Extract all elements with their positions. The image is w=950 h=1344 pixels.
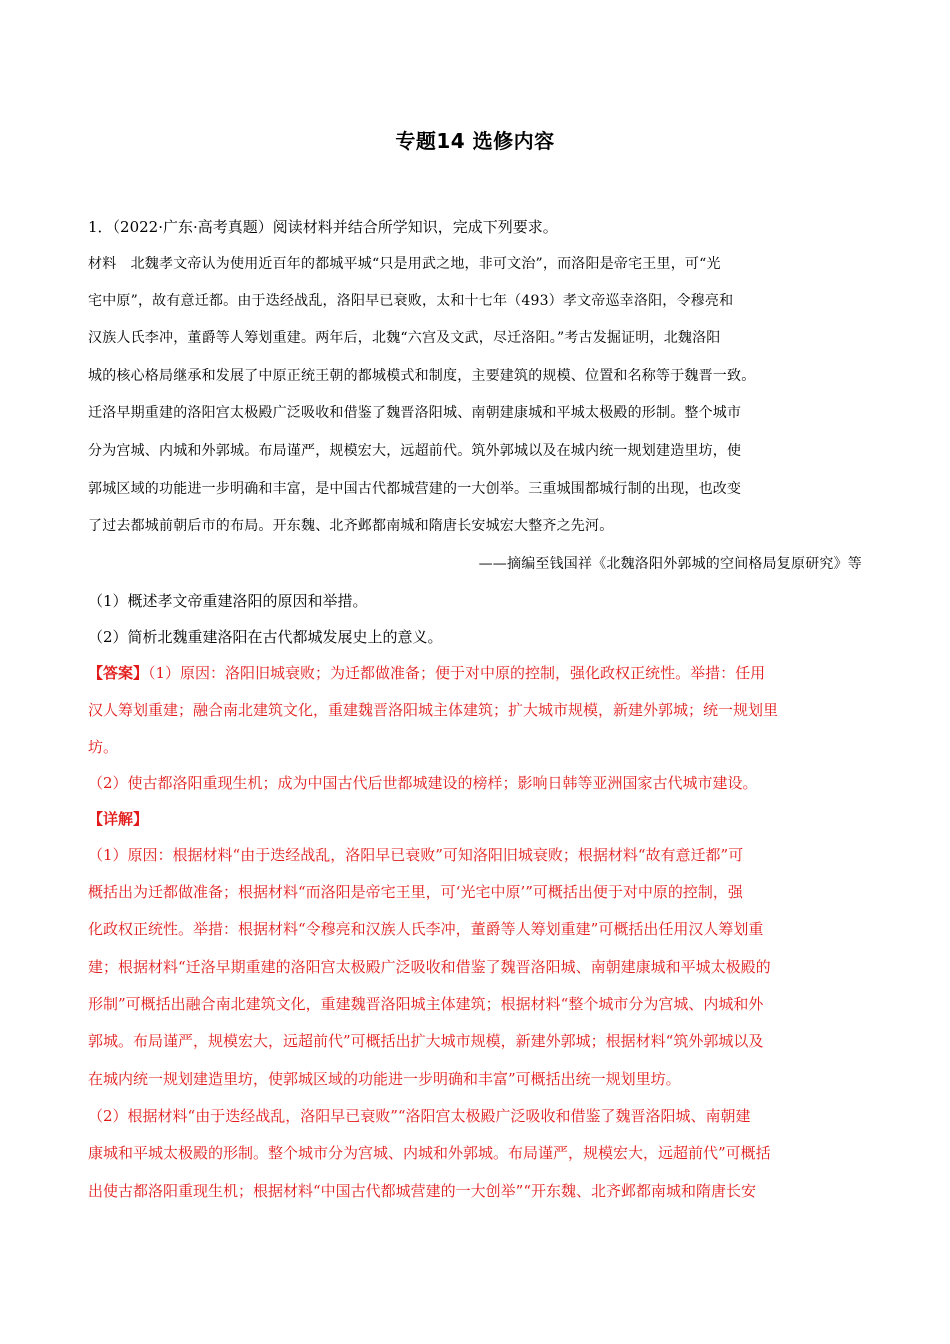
page-title: 专题14 选修内容 <box>395 129 555 153</box>
material-source: ——摘编至钱国祥《北魏洛阳外郭城的空间格局复原研究》等 <box>478 556 862 572</box>
explanation-text: 化政权正统性。举措：根据材料“令穆亮和汉族人氏李冲，董爵等人筹划重建”可概括出任用汉人筹划重 <box>88 920 764 938</box>
answer-label: 【答案】 <box>88 664 149 682</box>
explanation-text: （2）根据材料“由于迭经战乱，洛阳早已衰败”“洛阳宫太极殿广泛吸收和借鉴了魏晋洛阳城、南朝建 <box>88 1107 751 1125</box>
answer-part-2: （2）使古都洛阳重现生机；成为中国古代后世都城建设的榜样；影响日韩等亚洲国家古代城市建设。 <box>88 774 758 792</box>
answer-text: 坊。 <box>88 738 119 756</box>
question-stem: 1．（2022·广东·高考真题）阅读材料并结合所学知识，完成下列要求。 <box>88 218 558 236</box>
material-line: 城的核心格局继承和发展了中原正统王朝的都城模式和制度，主要建筑的规模、位置和名称等于魏晋一致。 <box>88 368 756 384</box>
material-line: 了过去都城前朝后市的布局。开东魏、北齐邺都南城和隋唐长安城宏大整齐之先河。 <box>88 518 614 534</box>
explanation-text: 康城和平城太极殿的形制。整个城市分为宫城、内城和外郭城。布局谨严，规模宏大，远超前代”可概括 <box>88 1144 771 1162</box>
material-line: 迁洛早期重建的洛阳宫太极殿广泛吸收和借鉴了魏晋洛阳城、南朝建康城和平城太极殿的形制。整个城市 <box>88 405 742 421</box>
explanation-text: 建；根据材料“迁洛早期重建的洛阳宫太极殿广泛吸收和借鉴了魏晋洛阳城、南朝建康城和平城太极殿的 <box>88 958 771 976</box>
sub-question-2: （2）简析北魏重建洛阳在古代都城发展史上的意义。 <box>88 628 443 646</box>
material-line: 郭城区域的功能进一步明确和丰富，是中国古代都城营建的一大创举。三重城围都城行制的出现，也改变 <box>88 481 742 497</box>
explanation-text: 概括出为迁都做准备；根据材料“而洛阳是帝宅王里，可‘光宅中原’”可概括出便于对中原的控制，强 <box>88 883 743 901</box>
explanation-text: 出使古都洛阳重现生机；根据材料“中国古代都城营建的一大创举”“开东魏、北齐邺都南城和隋唐长安 <box>88 1182 757 1200</box>
explanation-label: 【详解】 <box>88 810 149 828</box>
material-line: 材料 北魏孝文帝认为使用近百年的都城平城“只是用武之地，非可文治”，而洛阳是帝宅王里，可“光 <box>88 256 721 272</box>
answer-text: 汉人筹划重建；融合南北建筑文化，重建魏晋洛阳城主体建筑；扩大城市规模，新建外郭城；统一规划里 <box>88 701 779 719</box>
explanation-text: （1）原因：根据材料“由于迭经战乱，洛阳早已衰败”可知洛阳旧城衰败；根据材料“故有意迁都”可 <box>88 846 744 864</box>
explanation-text: 形制”可概括出融合南北建筑文化，重建魏晋洛阳城主体建筑；根据材料“整个城市分为宫城、内城和外 <box>88 995 764 1013</box>
material-line: 汉族人氏李冲，董爵等人筹划重建。两年后，北魏“六宫及文武，尽迁洛阳。”考古发掘证明，北魏洛阳 <box>88 330 721 346</box>
answer-text: （1）原因：洛阳旧城衰败；为迁都做准备；便于对中原的控制，强化政权正统性。举措：任用 <box>148 664 766 682</box>
material-line: 分为宫城、内城和外郭城。布局谨严，规模宏大，远超前代。筑外郭城以及在城内统一规划建造里坊，使 <box>88 443 742 459</box>
sub-question-1: （1）概述孝文帝重建洛阳的原因和举措。 <box>88 592 368 610</box>
answer-block <box>88 662 765 684</box>
explanation-text: 在城内统一规划建造里坊，使郭城区域的功能进一步明确和丰富”可概括出统一规划里坊。 <box>88 1070 681 1088</box>
material-line: 宅中原”，故有意迁都。由于迭经战乱，洛阳早已衰败，太和十七年（493）孝文帝巡幸洛阳，令穆亮和 <box>88 293 734 309</box>
explanation-text: 郭城。布局谨严，规模宏大，远超前代”可概括出扩大城市规模，新建外郭城；根据材料“筑外郭城以及 <box>88 1032 764 1050</box>
